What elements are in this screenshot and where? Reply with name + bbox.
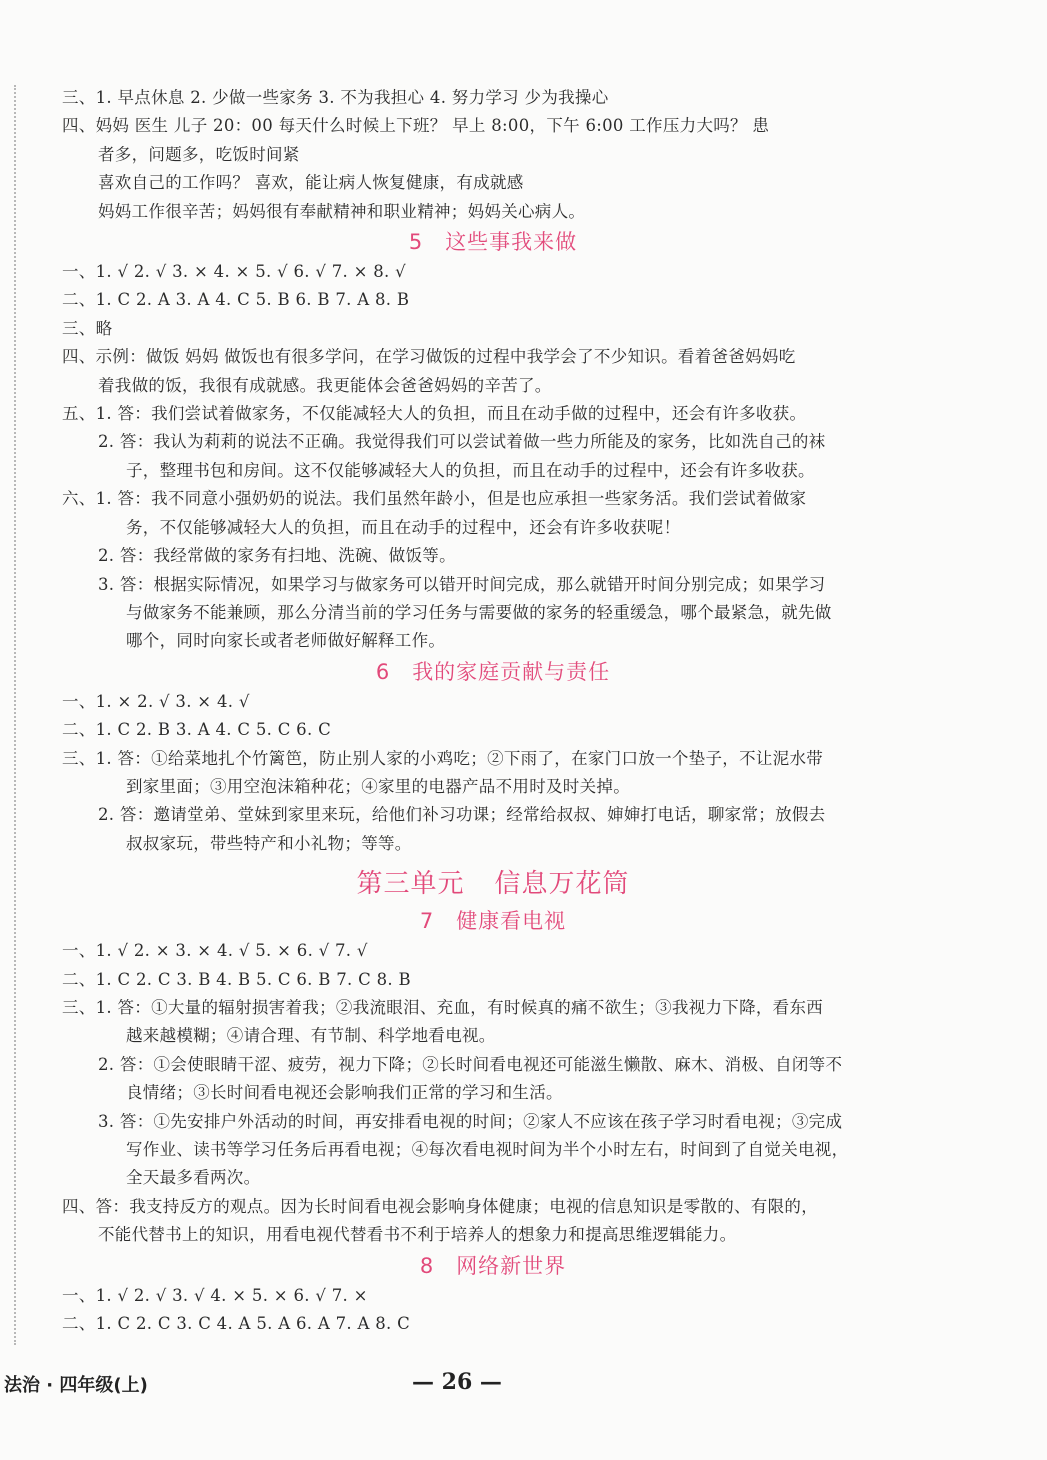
section-number: 8 xyxy=(419,1253,435,1278)
section-title: 网络新世界 xyxy=(456,1253,567,1278)
section-title: 我的家庭贡献与责任 xyxy=(412,659,611,684)
answer-line: 妈妈工作很辛苦；妈妈很有奉献精神和职业精神；妈妈关心病人。 xyxy=(98,201,586,221)
page-number: — 26 — xyxy=(412,1369,502,1395)
answer-line: 越来越模糊；④请合理、有节制、科学地看电视。 xyxy=(126,1026,496,1046)
answer-line: 三、略 xyxy=(62,318,113,338)
answer-line: 三、1. 早点休息 2. 少做一些家务 3. 不为我担心 4. 努力学习 少为我操心 xyxy=(62,88,609,107)
section-8-heading xyxy=(62,1251,924,1281)
answer-line: 一、1. √ 2. √ 3. × 4. × 5. √ 6. √ 7. × 8. √ xyxy=(62,262,406,282)
section-title: 健康看电视 xyxy=(456,909,567,934)
answer-line: 一、1. √ 2. × 3. × 4. √ 5. × 6. √ 7. √ xyxy=(62,941,368,961)
answer-line: 到家里面；③用空泡沫箱种花；④家里的电器产品不用时及时关掉。 xyxy=(126,776,630,796)
answer-line: 良情绪；③长时间看电视还会影响我们正常的学习和生活。 xyxy=(126,1083,563,1103)
answer-line: 2. 答：①会使眼睛干涩、疲劳，视力下降；②长时间看电视还可能滋生懒散、麻木、消极、自闭等不 xyxy=(98,1054,843,1074)
subject-label: 法治 · 四年级(上) xyxy=(4,1375,148,1396)
answer-line: 一、1. × 2. √ 3. × 4. √ xyxy=(62,691,250,711)
answer-line: 者多，问题多，吃饭时间紧 xyxy=(98,144,300,164)
answer-line: 二、1. C 2. C 3. B 4. B 5. C 6. B 7. C 8. B xyxy=(62,969,411,989)
answer-line: 叔叔家玩，带些特产和小礼物；等等。 xyxy=(126,833,412,853)
section-6-heading xyxy=(62,657,924,687)
answer-line: 四、妈妈 医生 儿子 20：00 每天什么时候上下班？ 早上 8:00，下午 6:00 工作压力大吗？ 患 xyxy=(62,116,770,136)
answer-line: 着我做的饭，我很有成就感。我更能体会爸爸妈妈的辛苦了。 xyxy=(98,375,552,395)
answer-line: 一、1. √ 2. √ 3. √ 4. × 5. × 6. √ 7. × xyxy=(62,1285,368,1305)
section-number: 6 xyxy=(375,659,391,684)
section-number: 7 xyxy=(419,909,435,934)
answer-line: 2. 答：邀请堂弟、堂妹到家里来玩，给他们补习功课；经常给叔叔、婶婶打电话，聊家常；放假去 xyxy=(98,805,826,825)
answer-line: 写作业、读书等学习任务后再看电视；④每次看电视时间为半个小时左右，时间到了自觉关电视， xyxy=(126,1140,849,1159)
answer-line: 哪个，同时向家长或者老师做好解释工作。 xyxy=(126,631,446,651)
section-5-answers xyxy=(62,258,924,656)
answer-line: 四、示例：做饭 妈妈 做饭也有很多学问，在学习做饭的过程中我学会了不少知识。看着爸爸妈妈吃 xyxy=(62,347,796,367)
section-8-answers xyxy=(62,1282,924,1339)
answer-line: 五、1. 答：我们尝试着做家务，不仅能减轻大人的负担，而且在动手做的过程中，还会有许多收获。 xyxy=(62,404,807,424)
answer-line: 三、1. 答：①给菜地扎个竹篱笆，防止别人家的小鸡吃；②下雨了，在家门口放一个垫子，不让泥水带 xyxy=(62,748,824,768)
answer-line: 不能代替书上的知识，用看电视代替看书不利于培养人的想象力和提高思维逻辑能力。 xyxy=(98,1225,737,1245)
page-footer xyxy=(0,1371,1047,1403)
section-7-answers xyxy=(62,937,924,1249)
unit-title: 信息万花筒 xyxy=(494,869,630,900)
section-number: 5 xyxy=(408,230,424,255)
answer-line: 3. 答：根据实际情况，如果学习与做家务可以错开时间完成，那么就错开时间分别完成；如果学习 xyxy=(98,574,826,594)
section-title: 这些事我来做 xyxy=(445,230,578,255)
section-6-answers xyxy=(62,688,924,858)
answer-line: 子，整理书包和房间。这不仅能够减轻大人的负担，而且在动手的过程中，还会有许多收获。 xyxy=(126,460,815,480)
unit-label: 第三单元 xyxy=(356,869,465,900)
section-5-heading xyxy=(62,227,924,257)
binding-margin-dots xyxy=(14,85,16,1345)
top-answers xyxy=(62,84,924,226)
answer-line: 二、1. C 2. B 3. A 4. C 5. C 6. C xyxy=(62,720,331,740)
answer-line: 四、答：我支持反方的观点。因为长时间看电视会影响身体健康；电视的信息知识是零散的、有限的， xyxy=(62,1196,818,1216)
unit-3-heading xyxy=(62,864,924,904)
answer-line: 六、1. 答：我不同意小强奶奶的说法。我们虽然年龄小，但是也应承担一些家务活。我们尝试着做家 xyxy=(62,489,807,509)
answer-line: 喜欢自己的工作吗？ 喜欢，能让病人恢复健康，有成就感 xyxy=(98,173,524,193)
answer-line: 二、1. C 2. C 3. C 4. A 5. A 6. A 7. A 8. C xyxy=(62,1314,411,1334)
answer-line: 务，不仅能够减轻大人的负担，而且在动手的过程中，还会有许多收获呢！ xyxy=(126,517,681,537)
answer-line: 全天最多看两次。 xyxy=(126,1168,261,1188)
answer-line: 2. 答：我经常做的家务有扫地、洗碗、做饭等。 xyxy=(98,546,456,566)
answer-line: 3. 答：①先安排户外活动的时间，再安排看电视的时间；②家人不应该在孩子学习时看电视；③完成 xyxy=(98,1111,843,1131)
answer-line: 二、1. C 2. A 3. A 4. C 5. B 6. B 7. A 8. B xyxy=(62,290,410,310)
section-7-heading xyxy=(62,906,924,936)
answer-content xyxy=(62,84,924,1338)
answer-line: 2. 答：我认为莉莉的说法不正确。我觉得我们可以尝试着做一些力所能及的家务，比如洗自己的袜 xyxy=(98,432,826,452)
answer-line: 三、1. 答：①大量的辐射损害着我；②我流眼泪、充血，有时候真的痛不欲生；③我视力下降，看东西 xyxy=(62,997,824,1017)
answer-line: 与做家务不能兼顾，那么分清当前的学习任务与需要做的家务的轻重缓急，哪个最紧急，就先做 xyxy=(126,602,832,622)
